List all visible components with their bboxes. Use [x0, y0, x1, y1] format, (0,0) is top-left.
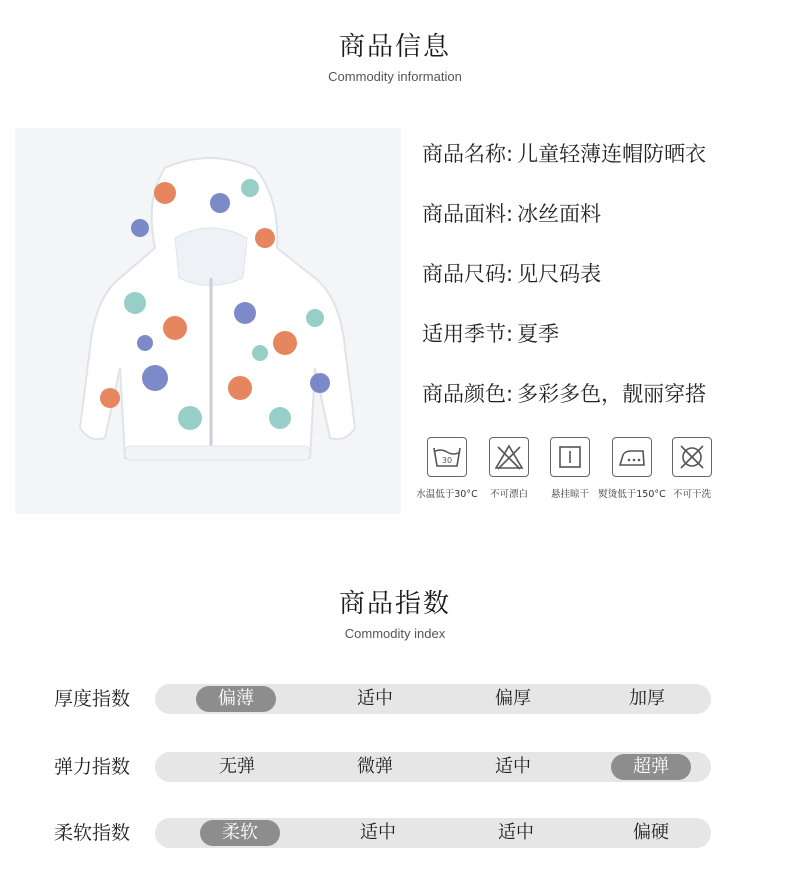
index-label: 柔软指数 [54, 822, 131, 844]
info-row-season [422, 318, 782, 378]
index-option: 柔软 [200, 820, 280, 846]
section-title-info: 商品信息 [338, 32, 451, 62]
index-option: 偏厚 [495, 688, 531, 709]
index-option: 超弹 [611, 754, 691, 780]
no-dry-clean-icon [672, 437, 712, 477]
info-value: 夏季 [517, 322, 560, 346]
index-option: 适中 [495, 756, 531, 777]
info-row-fabric [422, 198, 782, 258]
care-label: 不可干洗 [673, 489, 711, 500]
no-bleach-icon [489, 437, 529, 477]
index-track [155, 752, 711, 782]
svg-text:30: 30 [441, 456, 453, 465]
info-value: 儿童轻薄连帽防晒衣 [517, 142, 707, 166]
info-key: 商品名称: [422, 142, 514, 166]
index-option: 适中 [498, 822, 534, 843]
index-option: 偏硬 [633, 822, 669, 843]
care-label: 熨烫低于150°C [598, 489, 666, 500]
info-value: 冰丝面料 [517, 202, 602, 226]
section-title-index: 商品指数 [338, 589, 451, 619]
index-option: 适中 [360, 822, 396, 843]
section-subtitle-info: Commodity information [328, 69, 462, 84]
info-value: 见尺码表 [517, 262, 602, 286]
index-option: 偏薄 [196, 686, 276, 712]
info-row-name [422, 138, 782, 198]
index-option: 加厚 [629, 688, 665, 709]
product-info-list [422, 138, 782, 438]
index-row-thickness [0, 684, 790, 714]
care-label: 不可漂白 [490, 489, 528, 500]
index-track [155, 684, 711, 714]
jacket-illustration [15, 128, 401, 514]
index-label: 弹力指数 [54, 756, 131, 778]
care-label: 水温低于30°C [416, 489, 478, 500]
info-key: 商品颜色: [422, 382, 514, 406]
care-label: 悬挂晾干 [551, 489, 589, 500]
info-row-size [422, 258, 782, 318]
info-value: 多彩多色，靓丽穿搭 [517, 382, 707, 406]
info-row-color [422, 378, 782, 438]
product-image [15, 128, 401, 514]
hang-dry-icon [550, 437, 590, 477]
iron-low-icon [612, 437, 652, 477]
index-label: 厚度指数 [54, 688, 131, 710]
care-item-dryclean [652, 437, 732, 500]
info-key: 适用季节: [422, 322, 514, 346]
index-row-softness [0, 818, 790, 848]
section-subtitle-index: Commodity index [344, 626, 446, 641]
index-option: 微弹 [357, 756, 393, 777]
info-key: 商品面料: [422, 202, 514, 226]
index-row-elasticity [0, 752, 790, 782]
index-option: 无弹 [219, 756, 255, 777]
index-option: 适中 [357, 688, 393, 709]
info-key: 商品尺码: [422, 262, 514, 286]
wash-30-icon [427, 437, 467, 477]
index-track [155, 818, 711, 848]
